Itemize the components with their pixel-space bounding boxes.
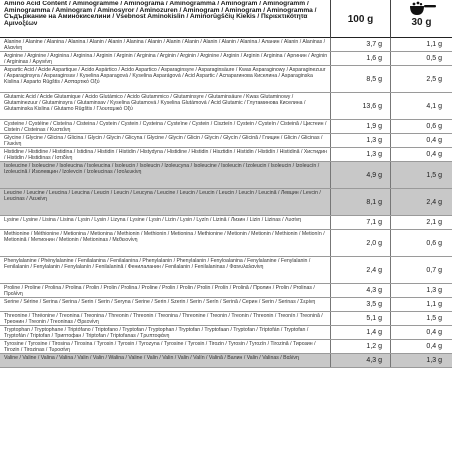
table-row	[0, 93, 452, 120]
table-row	[0, 340, 452, 354]
value-per-serving: 0,4 g	[390, 326, 452, 339]
value-per-100g: 4,3 g	[330, 354, 390, 367]
amino-acid-name: Threonine / Thréonine / Treonina / Treonina / Threonin / Threonin / Treonina / Threonine / Treonin / Treonin / Threonin / Treonín / Treonină / Треонин / Treonin / Treoninas / Θρεονίνη	[4, 313, 323, 325]
value-per-serving: 0,5 g	[390, 52, 452, 65]
amino-acid-name: Serine / Sérine / Serina / Serina / Serin / Serin / Seryna / Serine / Serin / Szerin / Serin / Serín / Serină / Серин / Serin / Serinas / Σερίνη	[4, 299, 316, 305]
table-row	[0, 52, 452, 66]
serving-header	[390, 0, 452, 38]
table-row	[0, 134, 452, 148]
scoop-icon	[405, 1, 439, 18]
amino-acid-name: Alanine / Alanine / Alanina / Alanina / Alanin / Alanin / Alanina / Alanin / Alanin / Alanin / Alanin / Alanin / Alanina / Аланин / Alanin / Alaninas / Αλανίνη	[4, 39, 326, 51]
amino-acid-name: Glutamic Acid / Acide Glutamique / Ácido Glutámico / Acido Glutammico / Glutaminsyre / Glutaminsäure / Kwas Glutaminowy / Glutaminezuur / Glutaminsyra / Glutaminsav / Kyselina Glutamová / Kyselina Glutámová / Acid Glutamic / Глутаминова Киселина / Glutaminska Kislina / Glutamo Rūgštis / Γλουταμικό Οξύ	[4, 94, 306, 112]
amino-acid-name: Tryptophan / Tryptophane / Triptófano / Triptofano / Tryptofan / Tryptophan / Tryptofan / Tryptofaan / Tryptofan / Triptofán / Tryptofan / Tryptofán / Triptofan / Триптофан / Triptofan / Triptofanas / Τρυπτοφάνη	[4, 327, 309, 339]
amino-acid-name: Aspartic Acid / Acide Aspartique / Ácido Aspártico / Acido Aspartico / Asparaginsyre / Asparaginsäure / Kwas Asparaginowy / Asparaginezuur / Asparaginsyra / Asparaginsav / Kyselina Asparagová / Kyselina Asparágová / Acid Aspartic / Аспарагинова Киселина / Asparaginska Kislina / Asparto Rūgštis / Ασπαρτικό Οξύ	[4, 67, 326, 85]
amino-acid-name: Cysteine / Cystéine / Cisteína / Cisteina / Cystein / Cystein / Cysteina / Cysteïne / Cystein / Ciszteín / Cystein / Cysteín / Cisteină / Цистеин / Cistein / Cisteinas / Κυστεΐνη	[4, 121, 327, 133]
value-per-serving: 1,5 g	[390, 312, 452, 325]
amino-acid-name: Isoleucine / Isoleucine / Isoleucina / Isoleucina / Isoleucin / Isoleucin / Izoleucyna / Isoleucine / Isoleucin / Izoleucin / Isoleucin / Izoleucín / Izoleucină / Изолевцин / Izolevcin / Izoleucinas / Ισολευκίνη	[4, 163, 320, 175]
amino-acid-name: Phenylalanine / Phénylalanine / Fenilalanina / Fenilalanina / Phenylalanin / Phenylalanin / Fenyloalanina / Fenylalanine / Fenylalanin / Fenilalanin / Fenylalanin / Fenylalanín / Fenilalanină / Фенилаланин / Fenilalanin / Fenilalaninas / Φαινυλαλανίνη	[4, 258, 311, 270]
value-per-serving: 0,4 g	[390, 134, 452, 147]
amino-acid-name: Valine / Valine / Valina / Valina / Valin / Valin / Walina / Valine / Valin / Valin / Valin / Valín / Valină / Валин / Valin / Valinas / Βαλίνη	[4, 355, 299, 361]
amino-acid-name: Histidine / Histidine / Histidina / Istidina / Histidin / Histidin / Histydyna / Histidine / Histidin / Hisztidin / Histidin / Histidín / Histidină / Хистидин / Histidin / Histidinas / Ιστιδίνη	[4, 149, 327, 161]
table-row	[0, 354, 452, 368]
value-per-100g: 5,1 g	[330, 312, 390, 325]
value-per-100g: 8,1 g	[330, 189, 390, 215]
value-per-serving: 1,1 g	[390, 298, 452, 311]
table-row	[0, 120, 452, 134]
value-per-100g: 4,3 g	[330, 284, 390, 297]
table-row	[0, 257, 452, 284]
amino-acid-name: Methionine / Méthionine / Metionina / Metionina / Methionin / Methionin / Metionina / Methionine / Metionin / Metionin / Methionin / Metionín / Metionină / Метионин / Metionin / Metioninas / Μεθειονίνη	[4, 231, 325, 243]
amino-acid-name: Leucine / Leucine / Leucina / Leucina / Leucin / Leucin / Leucyna / Leucine / Leucin / Leucin / Leucin / Leucín / Leucină / Левцин / Levcin / Leucinas / Λευκίνη	[4, 190, 321, 202]
value-per-100g: 13,6 g	[330, 93, 390, 119]
amino-acid-name: Arginine / Arginine / Arginina / Arginina / Arginin / Arginin / Arginina / Arginin / Arginin / Arginine / Arginin / Arginin / Arginina / Аргинин / Arginin / Argininas / Αργινίνη	[4, 53, 328, 65]
value-per-serving: 0,6 g	[390, 230, 452, 256]
value-per-100g: 2,4 g	[330, 257, 390, 283]
amino-acid-name: Lysine / Lysine / Lisina / Lisina / Lysin / Lysin / Lizyna / Lysine / Lysin / Lizin / Lysin / Lyzín / Lizină / Лизин / Lizin / Lizinas / Λυσίνη	[4, 217, 302, 223]
value-per-serving: 2,1 g	[390, 216, 452, 229]
value-per-serving: 0,4 g	[390, 148, 452, 161]
table-row	[0, 66, 452, 93]
table-row	[0, 326, 452, 340]
per-100g-header: 100 g	[330, 0, 390, 38]
table-header	[0, 0, 452, 38]
table-row	[0, 216, 452, 230]
table-row	[0, 298, 452, 312]
value-per-100g: 8,5 g	[330, 66, 390, 92]
table-row	[0, 284, 452, 298]
serving-size: 30 g	[411, 17, 432, 28]
value-per-serving: 0,4 g	[390, 340, 452, 353]
value-per-100g: 1,4 g	[330, 326, 390, 339]
value-per-serving: 1,5 g	[390, 162, 452, 188]
amino-acid-name: Tyrosine / Tyrosine / Tirosina / Tirosina / Tyrosin / Tyrosin / Tyrozyna / Tyrosine / Tyrosin / Tirozin / Tyrosin / Tyrozín / Tirozină / Тирозин / Tirozin / Tirozinas / Τυροσίνη	[4, 341, 316, 353]
value-per-serving: 0,6 g	[390, 120, 452, 133]
value-per-100g: 1,6 g	[330, 52, 390, 65]
amino-acid-name: Proline / Proline / Prolina / Prolina / Prolin / Prolin / Prolina / Proline / Prolin / Prolin / Prolin / Prolín / Prolină / Пролин / Prolin / Prolinas / Προλίνη	[4, 285, 315, 297]
table-row	[0, 189, 452, 216]
value-per-serving: 2,4 g	[390, 189, 452, 215]
value-per-serving: 1,3 g	[390, 284, 452, 297]
value-per-100g: 2,0 g	[330, 230, 390, 256]
value-per-100g: 1,3 g	[330, 134, 390, 147]
table-row	[0, 148, 452, 162]
value-per-100g: 3,7 g	[330, 38, 390, 51]
value-per-100g: 3,5 g	[330, 298, 390, 311]
table-row	[0, 230, 452, 257]
value-per-100g: 7,1 g	[330, 216, 390, 229]
table-row	[0, 312, 452, 326]
table-title: Amino Acid Content / Aminogramme / Aminograma / Aminogramma / Aminogram / Aminogramm / Aminogramma / Aminogram / Aminosyror / Aminozuren / Aminogram / Aminogram / Aminogramma / Съдържание на Аминокиселини / Vsebnost Aminokislin / Aminorūgščių Kiekis / Περιεκτικότητα Αμινοξέων	[4, 1, 317, 27]
value-per-100g: 1,9 g	[330, 120, 390, 133]
value-per-100g: 4,9 g	[330, 162, 390, 188]
table-row	[0, 38, 452, 52]
value-per-serving: 1,1 g	[390, 38, 452, 51]
amino-acid-name: Glycine / Glycine / Glicina / Glicina / Glycin / Glycin / Glicyna / Glycine / Glycin / Glicin / Glycin / Glycín / Glicină / Глицин / Glicin / Glicinas / Γλυκίνη	[4, 135, 323, 147]
value-per-100g: 1,3 g	[330, 148, 390, 161]
value-per-serving: 0,7 g	[390, 257, 452, 283]
value-per-100g: 1,2 g	[330, 340, 390, 353]
value-per-serving: 2,5 g	[390, 66, 452, 92]
value-per-serving: 1,3 g	[390, 354, 452, 367]
table-row	[0, 162, 452, 189]
value-per-serving: 4,1 g	[390, 93, 452, 119]
